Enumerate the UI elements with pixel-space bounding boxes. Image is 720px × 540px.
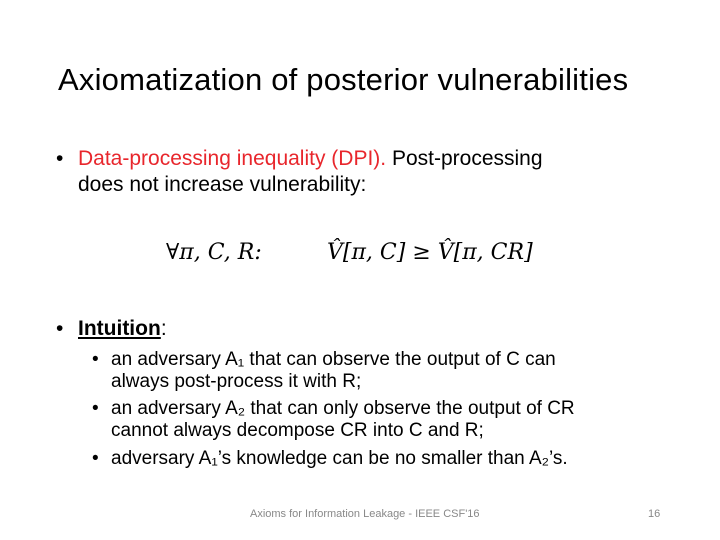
sub-bullet-2-line2: cannot always decompose CR into C and R; <box>111 420 484 441</box>
sub-bullet-1-text <box>111 349 556 393</box>
intuition-label: Intuition <box>78 317 161 340</box>
formula-inequality: V̂[π, C] ≥ V̂[π, CR] <box>327 240 533 265</box>
sub-bullet-marker: • <box>92 349 99 370</box>
formula-quantifier: ∀π, C, R: <box>166 240 262 265</box>
sub-bullet-1-line1: an adversary A₁ that can observe the output of C can <box>111 349 556 370</box>
bullet-intuition-text <box>78 316 167 342</box>
sub-bullet-marker: • <box>92 448 99 469</box>
sub-bullet-3-line1: adversary A₁’s knowledge can be no smaller than A₂’s. <box>111 448 568 469</box>
bullet-dpi-line1 <box>78 146 543 172</box>
dpi-highlight: Data-processing inequality (DPI). <box>78 147 387 170</box>
slide-footer: Axioms for Information Leakage - IEEE CSF'16 <box>250 508 480 520</box>
slide-title: Axiomatization of posterior vulnerabilities <box>58 62 629 97</box>
bullet-marker: • <box>56 317 64 340</box>
intuition-suffix: : <box>160 317 167 340</box>
page-number: 16 <box>648 508 661 520</box>
sub-bullet-2-line1: an adversary A₂ that can only observe the output of CR <box>111 398 575 419</box>
sub-bullet-2-text <box>111 398 575 442</box>
sub-bullet-3-text <box>111 448 568 470</box>
sub-bullet-1-line2: always post-process it with R; <box>111 371 362 392</box>
dpi-rest: Post-processing <box>386 147 543 170</box>
sub-bullet-marker: • <box>92 398 99 419</box>
bullet-marker: • <box>56 147 64 170</box>
bullet-dpi-line2: does not increase vulnerability: <box>78 173 367 196</box>
bullet-dpi-text <box>78 146 543 198</box>
